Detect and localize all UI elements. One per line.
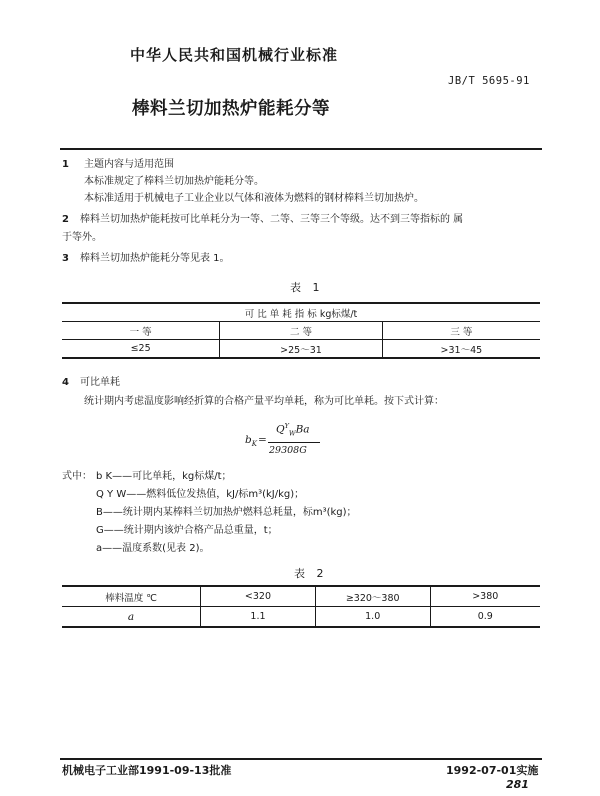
document-title: 棒料兰切加热炉能耗分等	[132, 99, 330, 119]
top-rule	[60, 148, 542, 150]
table-2-temp-3: >380	[430, 586, 540, 607]
section-4-text: 统计期内考虑温度影响经折算的合格产量平均单耗，称为可比单耗。按下式计算：	[84, 396, 444, 407]
table-1-caption: 表 1	[290, 281, 324, 294]
section-2-number: 2	[62, 214, 69, 225]
table-1-value-2: >25～31	[220, 340, 383, 359]
table-2-coeff-label: a	[127, 610, 135, 623]
formula-numerator: $Q^Y_WBa$	[276, 422, 310, 438]
page-number: 281	[506, 778, 529, 791]
formula-denominator: 29308G	[269, 445, 307, 456]
section-1-number: 1	[62, 159, 69, 170]
table-2-temp-1: <320	[201, 586, 316, 607]
standard-code: JB/T 5695-91	[448, 75, 530, 87]
table-1-grade-2: 二 等	[220, 322, 383, 340]
table-2-coeff-3: 0.9	[430, 607, 540, 628]
standard-category-header: 中华人民共和国机械行业标准	[130, 46, 339, 64]
table-2-coeff-1: 1.1	[201, 607, 316, 628]
table-2	[62, 585, 540, 628]
table-1-header: 可 比 单 耗 指 标 kg标煤/t	[62, 303, 540, 322]
legend-item-3: B——统计期内某棒料兰切加热炉燃料总耗量，标m³(kg)；	[96, 507, 357, 518]
table-1-grade-3: 三 等	[382, 322, 540, 340]
section-1-paragraph-1: 本标准规定了棒料兰切加热炉能耗分等。	[84, 176, 264, 187]
legend-item-2: Q Y W——燃料低位发热值，kJ/标m³(kJ/kg)；	[96, 489, 305, 500]
section-1-title: 主题内容与适用范围	[84, 159, 174, 170]
section-4-title: 可比单耗	[80, 377, 120, 388]
legend-intro: 式中：	[62, 471, 92, 482]
formula-fraction-bar	[268, 442, 320, 443]
table-1-grade-1: 一 等	[62, 322, 220, 340]
effective-date: 1992-07-01实施	[446, 764, 539, 777]
legend-item-1: b K——可比单耗，kg标煤/t；	[96, 471, 232, 482]
bottom-rule	[60, 758, 542, 760]
table-2-caption: 表 2	[294, 567, 328, 580]
table-1-value-3: >31～45	[382, 340, 540, 359]
legend-item-5: a——温度系数(见表 2)。	[96, 543, 210, 554]
table-1-value-1: ≤25	[130, 343, 151, 354]
table-1	[62, 302, 540, 359]
table-2-temp-2: ≥320～380	[315, 586, 430, 607]
approval-date: 机械电子工业部1991-09-13批准	[62, 764, 232, 777]
section-3-text: 棒料兰切加热炉能耗分等见表 1。	[80, 253, 230, 264]
section-4-number: 4	[62, 377, 69, 388]
table-2-coeff-2: 1.0	[315, 607, 430, 628]
section-2-line-1: 棒料兰切加热炉能耗按可比单耗分为一等、二等、三等三个等级。达不到三等指标的 属	[80, 214, 464, 225]
legend-item-4: G——统计期内该炉合格产品总重量，t；	[96, 525, 278, 536]
section-2-line-2: 于等外。	[62, 232, 102, 243]
section-1-paragraph-2: 本标准适用于机械电子工业企业以气体和液体为燃料的钢材棒料兰切加热炉。	[84, 193, 424, 204]
formula-equals: =	[258, 434, 267, 446]
section-3-number: 3	[62, 253, 69, 264]
formula-lhs: $b_K$	[245, 434, 257, 449]
table-2-temp-label: 棒料温度 ℃	[62, 586, 201, 607]
